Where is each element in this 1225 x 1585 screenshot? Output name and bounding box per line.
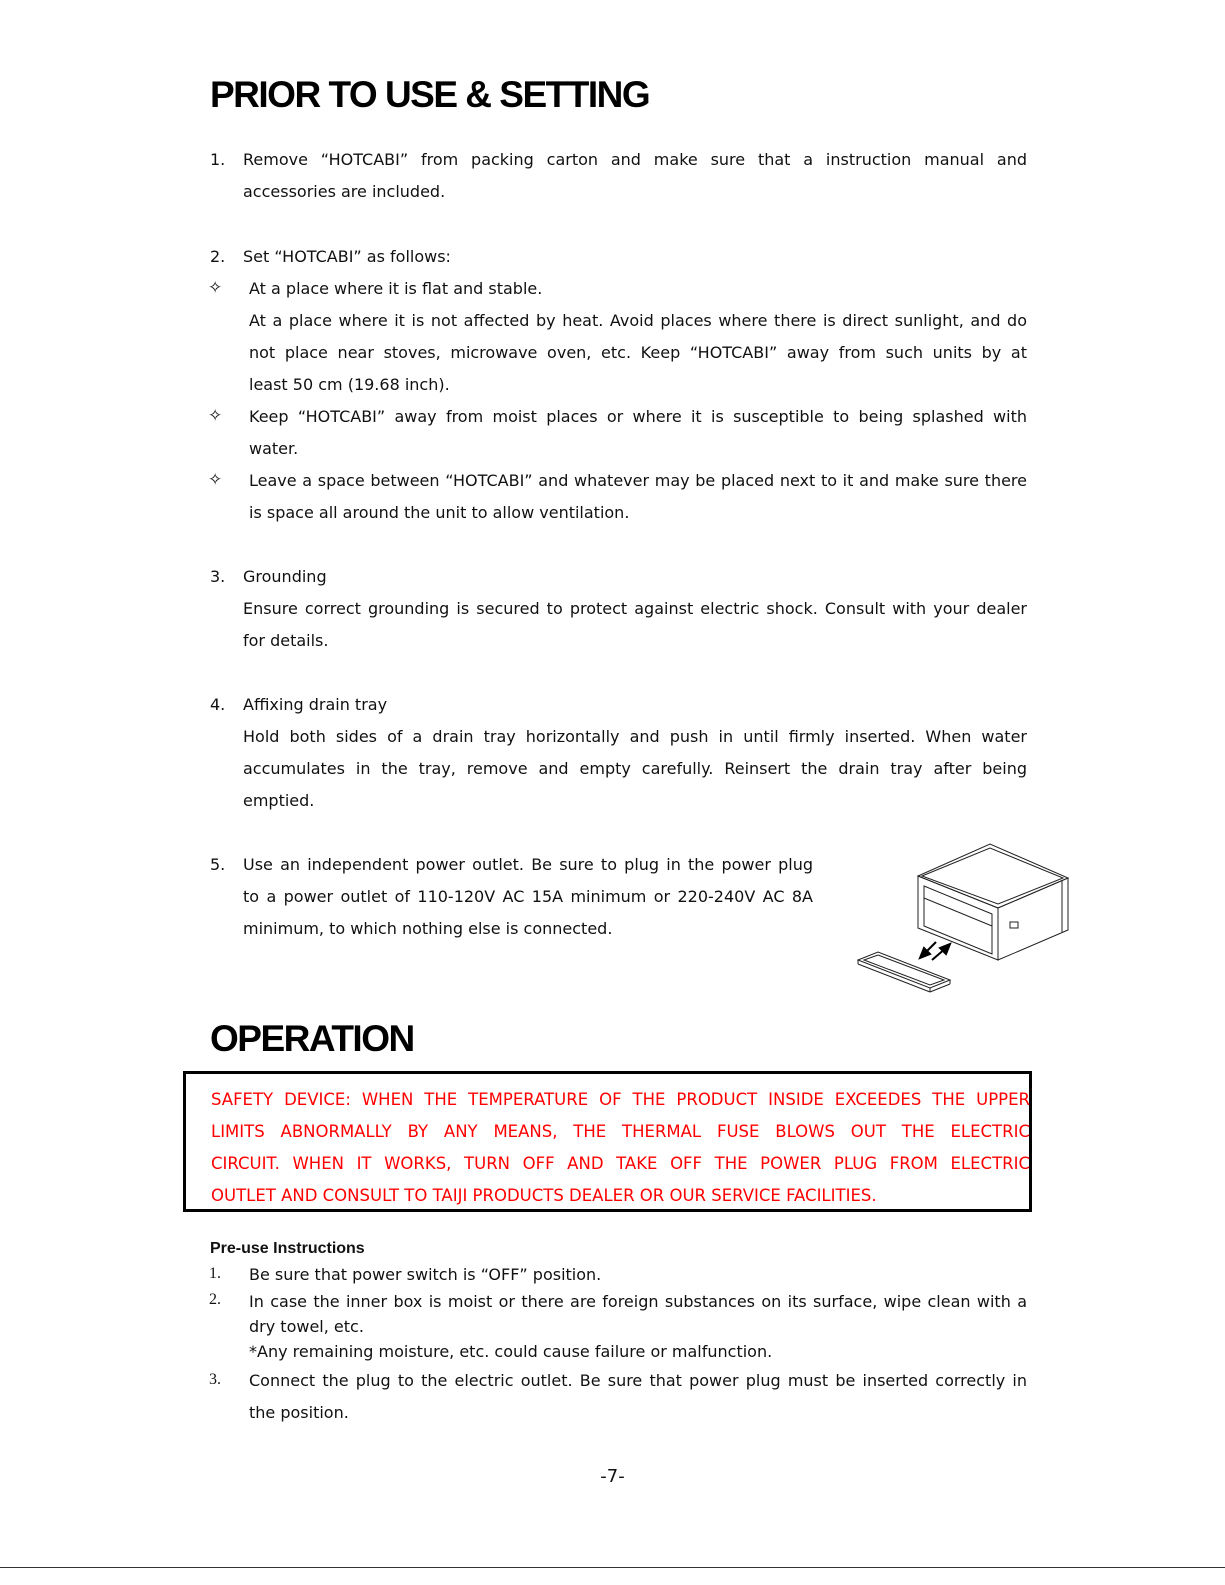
step5-text-line: minimum, to which nothing else is connected. xyxy=(243,919,613,938)
warning-text-line: CIRCUIT. WHEN IT WORKS, TURN OFF AND TAKE OFF THE POWER PLUG FROM ELECTRIC xyxy=(211,1154,1030,1173)
section-title-prior-to-use: PRIOR TO USE & SETTING xyxy=(210,74,650,115)
preuse-text-line: Be sure that power switch is “OFF” position. xyxy=(249,1265,602,1284)
section-title-operation: OPERATION xyxy=(210,1018,414,1059)
step-number: 2. xyxy=(210,247,226,266)
page-number: -7- xyxy=(600,1466,625,1487)
preuse-number: 3. xyxy=(209,1371,221,1388)
step-number: 5. xyxy=(210,855,226,874)
step4-text-line: accumulates in the tray, remove and empty carefully. Reinsert the drain tray after being xyxy=(243,759,1027,778)
step3-heading: Grounding xyxy=(243,567,327,586)
preuse-number: 2. xyxy=(209,1291,221,1308)
preuse-text-line: dry towel, etc. xyxy=(249,1317,364,1336)
bullet-text-line: At a place where it is flat and stable. xyxy=(249,279,543,298)
bullet-text-line: Leave a space between “HOTCABI” and whatever may be placed next to it and make sure there xyxy=(249,471,1027,490)
bullet-text-line: At a place where it is not affected by heat. Avoid places where there is direct sunlight, and do xyxy=(249,311,1027,330)
preuse-number: 1. xyxy=(209,1265,221,1282)
warning-text-line: OUTLET AND CONSULT TO TAIJI PRODUCTS DEALER OR OUR SERVICE FACILITIES. xyxy=(211,1186,877,1205)
step5-text-line: Use an independent power outlet. Be sure to plug in the power plug xyxy=(243,855,813,874)
bullet-star-icon: ✧ xyxy=(208,406,223,426)
warning-text-line: SAFETY DEVICE: WHEN THE TEMPERATURE OF THE PRODUCT INSIDE EXCEEDES THE UPPER xyxy=(211,1090,1030,1109)
step-number: 4. xyxy=(210,695,226,714)
step-number: 3. xyxy=(210,567,226,586)
step2-intro: Set “HOTCABI” as follows: xyxy=(243,247,451,266)
drain-tray-illustration xyxy=(850,838,1075,1000)
page-bottom-rule xyxy=(0,1567,1225,1568)
step1-text-line: Remove “HOTCABI” from packing carton and make sure that a instruction manual and xyxy=(243,150,1027,169)
bullet-text-line: is space all around the unit to allow ventilation. xyxy=(249,503,630,522)
bullet-star-icon: ✧ xyxy=(208,470,223,490)
preuse-text-line: *Any remaining moisture, etc. could cause failure or malfunction. xyxy=(249,1342,773,1361)
bullet-star-icon: ✧ xyxy=(208,278,223,298)
preuse-text-line: the position. xyxy=(249,1403,349,1422)
step4-text-line: Hold both sides of a drain tray horizontally and push in until firmly inserted. When water xyxy=(243,727,1027,746)
preuse-text-line: Connect the plug to the electric outlet. Be sure that power plug must be inserted correctly in xyxy=(249,1371,1027,1390)
step5-text-line: to a power outlet of 110-120V AC 15A minimum or 220-240V AC 8A xyxy=(243,887,813,906)
step3-text-line: Ensure correct grounding is secured to protect against electric shock. Consult with your dealer xyxy=(243,599,1027,618)
preuse-text-line: In case the inner box is moist or there are foreign substances on its surface, wipe clean with a xyxy=(249,1292,1027,1311)
step-number: 1. xyxy=(210,150,226,169)
step1-text-line: accessories are included. xyxy=(243,182,446,201)
bullet-text-line: Keep “HOTCABI” away from moist places or where it is susceptible to being splashed with xyxy=(249,407,1027,426)
warning-text-line: LIMITS ABNORMALLY BY ANY MEANS, THE THERMAL FUSE BLOWS OUT THE ELECTRIC xyxy=(211,1122,1030,1141)
step3-text-line: for details. xyxy=(243,631,329,650)
step4-text-line: emptied. xyxy=(243,791,315,810)
safety-warning-box xyxy=(183,1071,1032,1212)
bullet-text-line: not place near stoves, microwave oven, etc. Keep “HOTCABI” away from such units by at xyxy=(249,343,1027,362)
bullet-text-line: least 50 cm (19.68 inch). xyxy=(249,375,450,394)
preuse-heading: Pre-use Instructions xyxy=(210,1240,365,1257)
bullet-text-line: water. xyxy=(249,439,299,458)
step4-heading: Affixing drain tray xyxy=(243,695,388,714)
